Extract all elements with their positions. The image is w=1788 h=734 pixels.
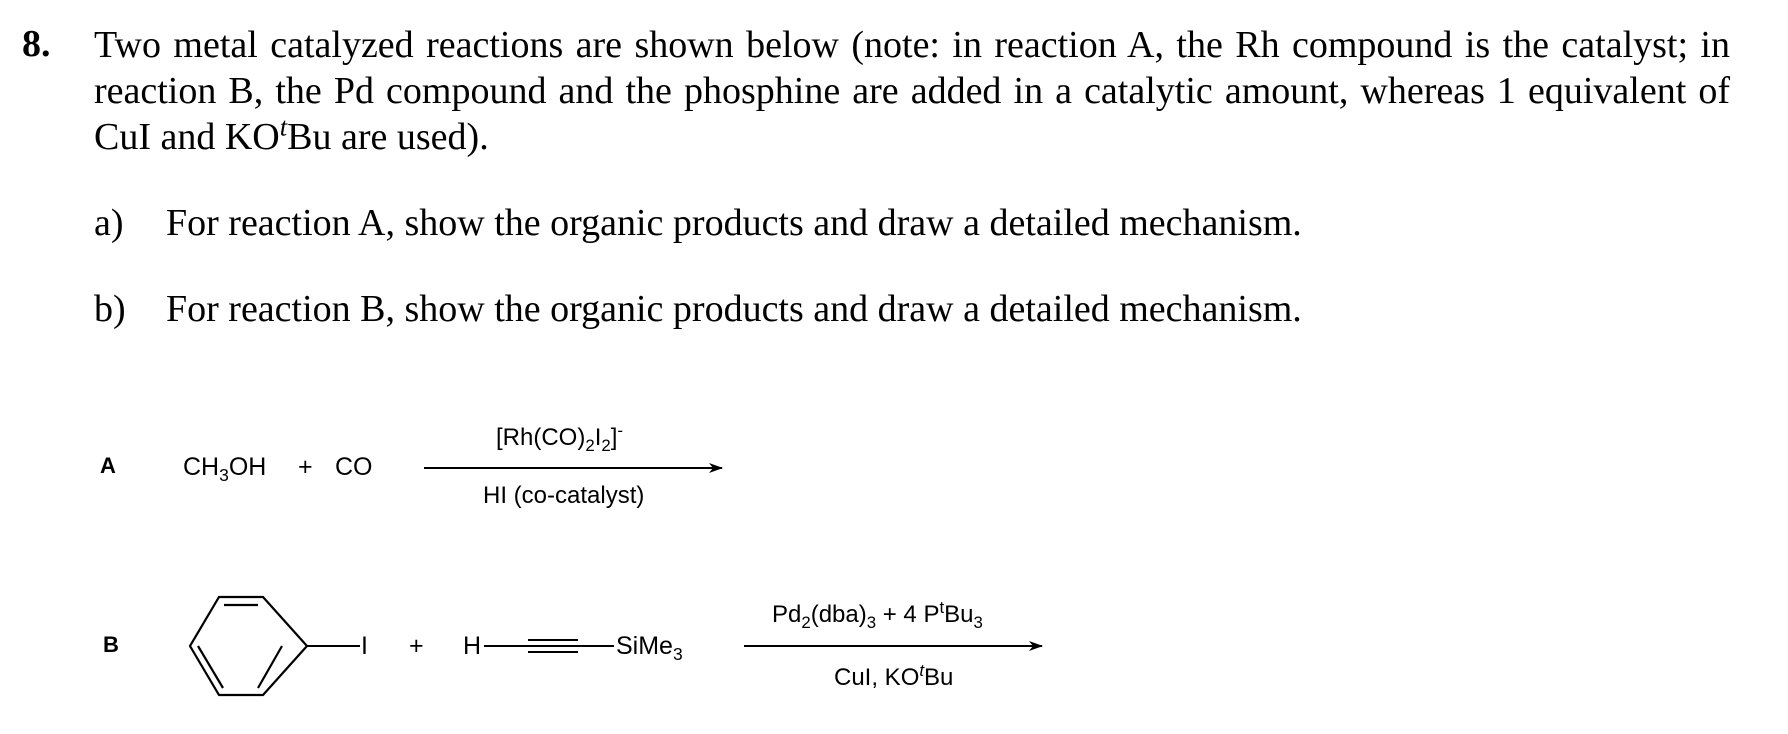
question-number: 8. [22,23,51,65]
part-b-label: b) [94,288,126,330]
alkyne-hydrogen: H [463,632,482,660]
benzene-ring [190,597,307,695]
reaction-a-label: A [100,453,116,478]
part-a-text: For reaction A, show the organic products and draw a detailed mechanism. [166,202,1302,244]
question-text-end: Bu are used). [287,116,489,158]
rhodium-catalyst-label: $[Rh(CO)_2I_2]^-$ [496,421,623,455]
benzene-double-bond-lower-right [258,646,282,688]
question-text-superscript: t [279,111,288,142]
palladium-catalyst-label: $Pd_2(dba)_3 + 4$ $P^tBu_3$ [772,598,983,632]
alkyne-triple-bond [528,640,578,652]
trimethylsilyl-group: SiMe$_3$ [616,632,683,664]
reaction-a-plus: + [298,453,313,481]
hi-cocatalyst-label: HI (co-catalyst) [483,482,645,509]
part-b-text: For reaction B, show the organic products and draw a detailed mechanism. [166,288,1302,330]
iodine-atom: I [361,632,368,660]
methanol-formula: $CH_3OH$ [183,453,267,485]
benzene-hexagon [190,597,307,695]
reaction-b-plus: + [409,632,424,660]
question-text-main: Two metal catalyzed reactions are shown below (note: in reaction A, the Rh compound is the catalyst; in reaction B, the Pd compound and the phosphine are added in a catalytic amount, whereas 1 equivalent of CuI and KO [94,24,1730,158]
carbon-monoxide-formula: CO [335,453,373,481]
copper-base-label: CuI, $KO^tBu$ [834,661,954,691]
part-a-label: a) [94,202,124,244]
reaction-b-label: B [103,632,119,657]
